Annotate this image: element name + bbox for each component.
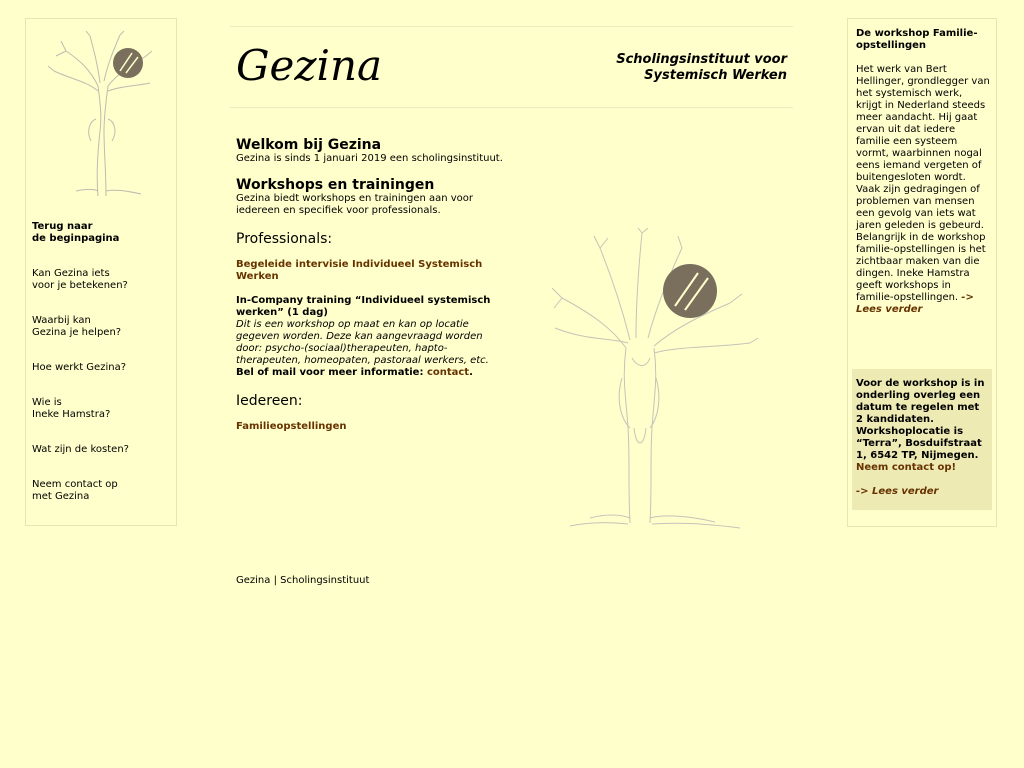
main-content xyxy=(236,137,511,433)
contact-line xyxy=(236,367,511,379)
workshops-text: Gezina biedt workshops en trainingen aan voor iedereen en specifiek voor professionals. xyxy=(236,193,474,216)
workshop-notice-box xyxy=(852,369,992,510)
contact-prefix: Bel of mail voor meer informatie: xyxy=(236,367,427,378)
lees-verder-link-2[interactable]: -> Lees verder xyxy=(856,486,939,497)
sidebar-item-helpen[interactable]: Waarbij kan Gezina je helpen? xyxy=(32,315,122,338)
footer-separator: | xyxy=(270,575,281,586)
workshop-info xyxy=(856,28,990,316)
footer-subtitle-link[interactable]: Scholingsinstituut xyxy=(280,575,370,586)
intervisie-link[interactable]: Begeleide intervisie Individueel Systemisch Werken xyxy=(236,259,483,282)
notice-text: Voor de workshop is in onderling overleg een datum te regelen met 2 kandidaten. Workshoplocatie is “Terra”, Bosduifstraat 1, 6542 TP, Nijmegen. xyxy=(856,378,985,461)
right-sidebar xyxy=(847,18,997,527)
sidebar-item-home[interactable]: Terug naar de beginpagina xyxy=(32,221,120,244)
sidebar-item-ineke-hamstra[interactable]: Wie is Ineke Hamstra? xyxy=(32,397,111,420)
contact-link[interactable]: contact xyxy=(426,367,470,378)
training-title: In-Company training “Individueel systemisch werken” (1 dag) xyxy=(236,295,491,318)
workshops-heading: Workshops en trainingen xyxy=(236,177,435,193)
welcome-text: Gezina is sinds 1 januari 2019 een scholingsinstituut. xyxy=(236,153,503,164)
workshop-text xyxy=(856,64,990,316)
workshop-body: Het werk van Bert Hellinger, grondlegger van het systemisch werk, krijgt in Nederland steeds meer aandacht. Hij gaat ervan uit dat iedere familie een systeem vormt, waarbinnen nogal eens iemand vergeten of buitengesloten wordt. Vaak zijn gedragingen of problemen van mensen een gevolg van iets wat jaren geleden is gebeurd. Belangrijk in de workshop familie-opstellingen is het zichtbaar maken van die dingen. Ineke Hamstra geeft workshops in familie-opstellingen. xyxy=(856,64,990,303)
workshop-title: De workshop Familie- opstellingen xyxy=(856,28,978,51)
contact-suffix: . xyxy=(469,367,473,378)
sidebar-item-kosten[interactable]: Wat zijn de kosten? xyxy=(32,444,129,455)
iedereen-heading: Iedereen: xyxy=(236,393,303,409)
training-description: Dit is een workshop op maat en kan op locatie gegeven worden. Deze kan aangevraagd worden door: psycho-(sociaal)therapeuten, hapto-therapeuten, homeopaten, pastoraal werkers, etc. xyxy=(236,319,489,366)
professionals-heading: Professionals: xyxy=(236,231,333,247)
sidebar-item-werkwijze[interactable]: Hoe werkt Gezina? xyxy=(32,362,127,373)
left-sidebar xyxy=(25,18,177,526)
lees-verder-link-1[interactable]: -> Lees verder xyxy=(856,292,974,315)
footer-home-link[interactable]: Gezina xyxy=(236,575,271,586)
notice-contact-link[interactable]: Neem contact op! xyxy=(856,462,957,473)
footer xyxy=(236,575,369,586)
sidebar-item-betekenen[interactable]: Kan Gezina iets voor je betekenen? xyxy=(32,268,128,291)
sidebar-item-contact[interactable]: Neem contact op met Gezina xyxy=(32,479,118,502)
tree-illustration xyxy=(550,228,760,530)
familieopstellingen-link[interactable]: Familieopstellingen xyxy=(236,421,347,432)
welcome-heading: Welkom bij Gezina xyxy=(236,137,382,153)
tree-logo-small xyxy=(46,31,156,201)
site-tagline: Scholingsinstituut voor Systemisch Werken xyxy=(616,52,787,83)
page-header xyxy=(230,26,793,108)
sidebar-nav xyxy=(32,221,172,526)
site-title: Gezina xyxy=(236,41,383,90)
